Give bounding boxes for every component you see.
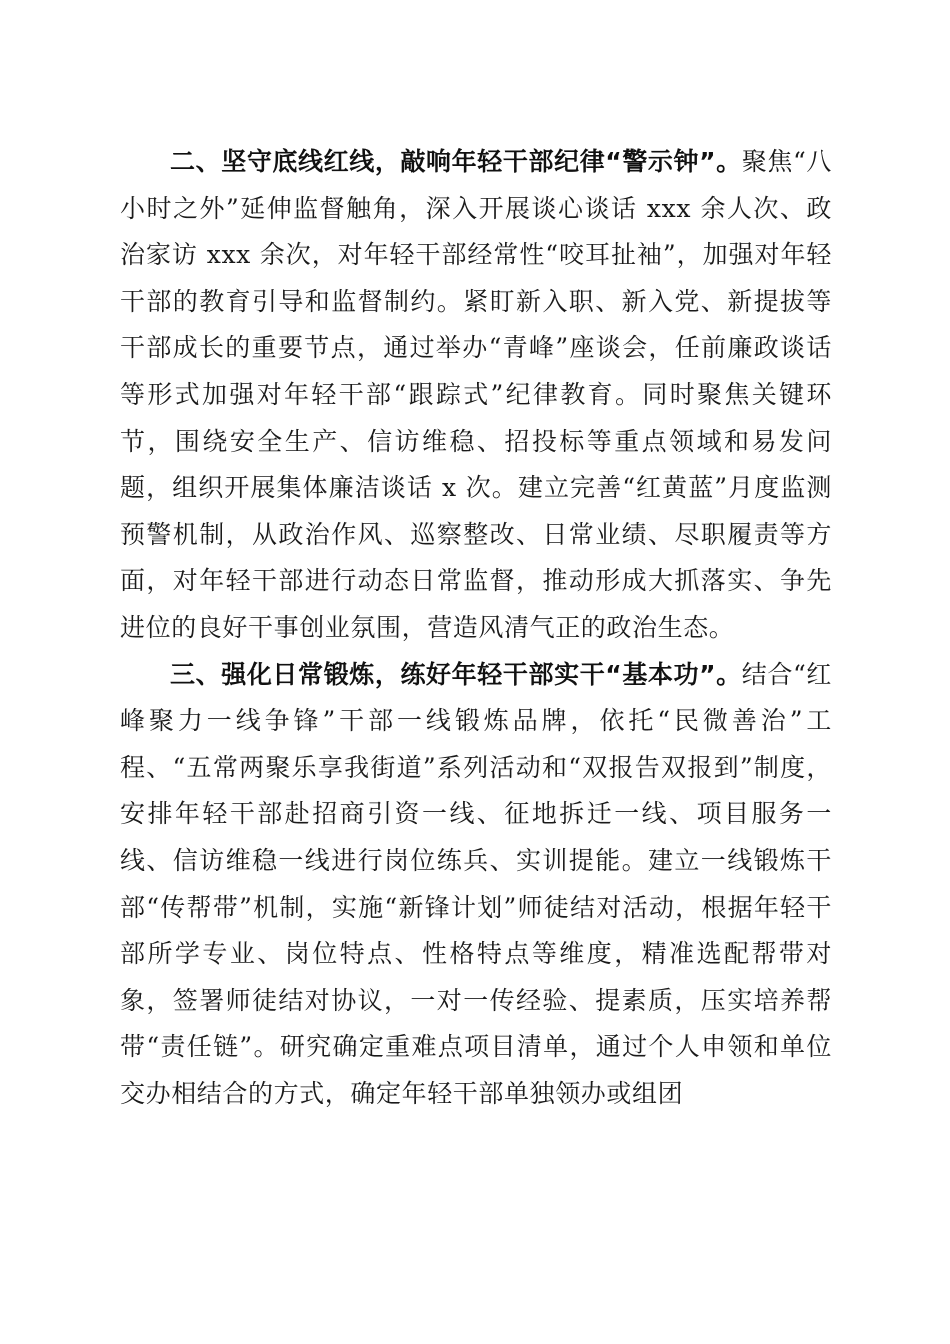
section-2-heading: 二、坚守底线红线，敲响年轻干部纪律“警示钟”。 bbox=[170, 147, 742, 176]
section-3-heading: 三、强化日常锻炼，练好年轻干部实干“基本功”。 bbox=[170, 659, 742, 689]
paragraph-section-3 bbox=[120, 652, 832, 1118]
document-body bbox=[120, 139, 832, 1117]
section-3-body: 结合“红峰聚力一线争锋”干部一线锻炼品牌，依托“民微善治”工程、“五常两聚乐享我街道”系列活动和“双报告双报到”制度，安排年轻干部赴招商引资一线、征地拆迁一线、项目服务一线、信访维稳一线进行岗位练兵、实训提能。建立一线锻炼干部“传帮带”机制，实施“新锋计划”师徒结对活动，根据年轻干部所学专业、岗位特点、性格特点等维度，精准选配帮带对象，签署师徒结对协议，一对一传经验、提素质，压实培养帮带“责任链”。研究确定重难点项目清单，通过个人申领和单位交办相结合的方式，确定年轻干部单独领办或组团 bbox=[120, 659, 832, 1108]
section-2-body: 聚焦“八小时之外”延伸监督触角，深入开展谈心谈话 xxx 余人次、政治家访 xxx 余次，对年轻干部经常性“咬耳扯袖”，加强对年轻干部的教育引导和监督制约。紧盯新入职、新入党、新提拔等干部成长的重要节点，通过举办“青峰”座谈会，任前廉政谈话等形式加强对年轻干部“跟踪式”纪律教育。同时聚焦关键环节，围绕安全生产、信访维稳、招投标等重点领域和易发问题，组织开展集体廉洁谈话 x 次。建立完善“红黄蓝”月度监测预警机制，从政治作风、巡察整改、日常业绩、尽职履责等方面，对年轻干部进行动态日常监督，推动形成大抓落实、争先进位的良好干事创业氛围，营造风清气正的政治生态。 bbox=[120, 147, 832, 642]
paragraph-section-2 bbox=[120, 139, 832, 652]
